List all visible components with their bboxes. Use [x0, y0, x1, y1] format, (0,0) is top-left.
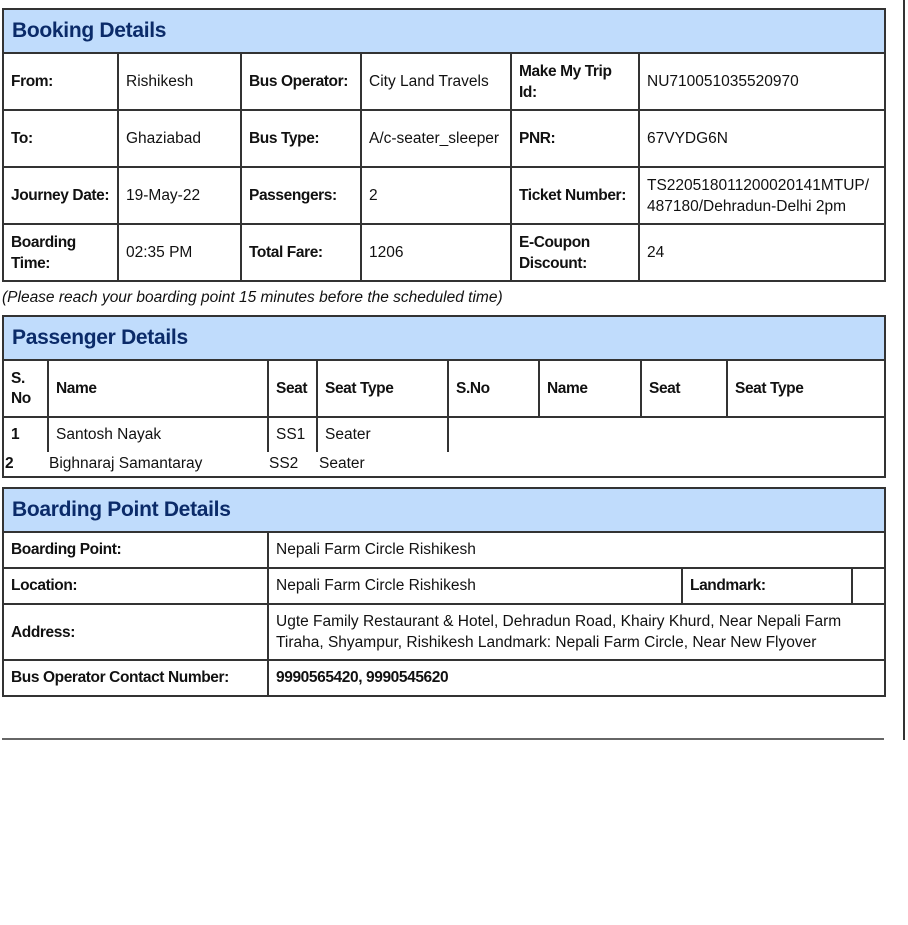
ticket-number-label: Ticket Number: — [511, 167, 639, 224]
landmark-label: Landmark: — [682, 568, 852, 604]
col-seat-type: Seat Type — [317, 361, 448, 417]
address-value: Ugte Family Restaurant & Hotel, Dehradun Road, Khairy Khurd, Near Nepali Farm Tiraha, Shyampur, Rishikesh Landmark: Nepali Farm Circle, Near New Flyover — [268, 604, 884, 660]
contact-value: 9990565420, 9990545620 — [268, 660, 884, 695]
boarding-time-value: 02:35 PM — [118, 224, 241, 280]
address-row — [4, 604, 884, 660]
boarding-point-table — [4, 533, 884, 695]
divider-line — [2, 738, 884, 740]
bus-type-value: A/c-seater_sleeper — [361, 110, 511, 167]
passenger-seat: SS1 — [268, 417, 317, 452]
passenger-name: Bighnaraj Samantaray — [49, 455, 203, 472]
page-edge-line — [903, 0, 905, 740]
landmark-value — [852, 568, 884, 604]
journey-date-value: 19-May-22 — [118, 167, 241, 224]
empty-cell — [448, 417, 884, 452]
passengers-value: 2 — [361, 167, 511, 224]
col-seat: Seat — [268, 361, 317, 417]
col-seat-type-2: Seat Type — [727, 361, 884, 417]
passenger-row — [4, 417, 884, 452]
boarding-point-row — [4, 533, 884, 568]
from-value: Rishikesh — [118, 54, 241, 110]
contact-label: Bus Operator Contact Number: — [4, 660, 268, 695]
booking-details-title: Booking Details — [4, 10, 884, 54]
bus-operator-value: City Land Travels — [361, 54, 511, 110]
mmt-id-label: Make My Trip Id: — [511, 54, 639, 110]
to-value: Ghaziabad — [118, 110, 241, 167]
col-sno: S. No — [4, 361, 48, 417]
passenger-seat: SS2 — [269, 455, 299, 472]
contact-row — [4, 660, 884, 695]
journey-date-label: Journey Date: — [4, 167, 118, 224]
passenger-header-row — [4, 361, 884, 417]
boarding-point-value: Nepali Farm Circle Rishikesh — [268, 533, 884, 568]
bus-operator-label: Bus Operator: — [241, 54, 361, 110]
booking-details-section — [2, 8, 886, 282]
ticket-number-value: TS220518011200020141MTUP/487180/Dehradun-Delhi 2pm — [639, 167, 884, 224]
location-label: Location: — [4, 568, 268, 604]
passenger-table — [4, 361, 884, 452]
ecoupon-label: E-Coupon Discount: — [511, 224, 639, 280]
passenger-sno: 2 — [5, 455, 14, 472]
mmt-id-value: NU710051035520970 — [639, 54, 884, 110]
passenger-seat-type: Seater — [319, 455, 365, 472]
col-seat-2: Seat — [641, 361, 727, 417]
boarding-point-section — [2, 487, 886, 697]
passengers-label: Passengers: — [241, 167, 361, 224]
location-row — [4, 568, 884, 604]
pnr-value: 67VYDG6N — [639, 110, 884, 167]
col-sno-2: S.No — [448, 361, 539, 417]
passenger-sno: 1 — [4, 417, 48, 452]
passenger-name: Santosh Nayak — [48, 417, 268, 452]
booking-row — [4, 54, 884, 110]
passenger-row — [4, 452, 884, 476]
pnr-label: PNR: — [511, 110, 639, 167]
passenger-details-title: Passenger Details — [4, 317, 884, 361]
ecoupon-value: 24 — [639, 224, 884, 280]
boarding-time-label: Boarding Time: — [4, 224, 118, 280]
boarding-point-label: Boarding Point: — [4, 533, 268, 568]
address-label: Address: — [4, 604, 268, 660]
to-label: To: — [4, 110, 118, 167]
from-label: From: — [4, 54, 118, 110]
passenger-seat-type: Seater — [317, 417, 448, 452]
total-fare-label: Total Fare: — [241, 224, 361, 280]
booking-row — [4, 224, 884, 280]
booking-row — [4, 167, 884, 224]
bus-type-label: Bus Type: — [241, 110, 361, 167]
boarding-point-title: Boarding Point Details — [4, 489, 884, 533]
col-name-2: Name — [539, 361, 641, 417]
boarding-note: (Please reach your boarding point 15 minutes before the scheduled time) — [2, 289, 503, 306]
passenger-details-section — [2, 315, 886, 478]
location-value: Nepali Farm Circle Rishikesh — [268, 568, 682, 604]
total-fare-value: 1206 — [361, 224, 511, 280]
col-name: Name — [48, 361, 268, 417]
booking-details-table — [4, 54, 884, 280]
booking-row — [4, 110, 884, 167]
